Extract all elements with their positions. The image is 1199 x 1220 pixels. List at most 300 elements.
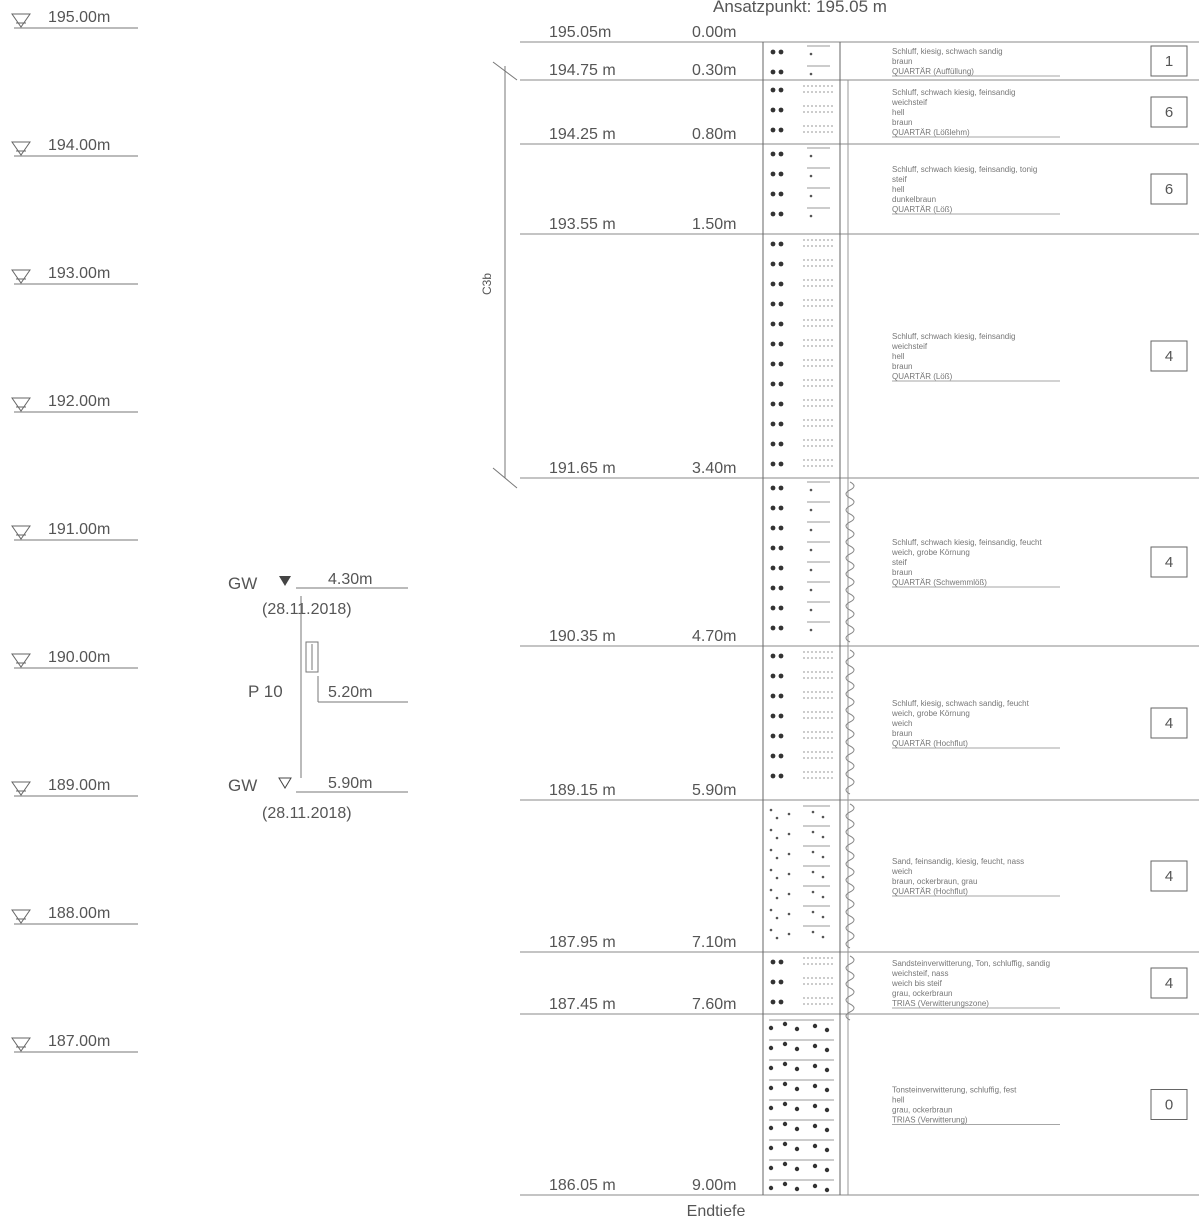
boundary [520,1177,1199,1195]
layer-description [892,46,1187,76]
wet-marker [846,650,854,794]
gravel-dot [779,302,784,307]
description-line: weichsteif [892,342,928,351]
gravel-dot [779,402,784,407]
layer-description [891,857,1187,896]
gravel-dot [771,774,776,779]
elevation-triangle-icon [12,782,30,795]
layer-pattern [771,482,854,642]
boundary [520,216,1199,234]
gravel-dot [771,714,776,719]
rock-dot [795,1067,799,1071]
fine-dot [810,549,813,552]
scale-label: 191.00m [48,521,111,538]
scale-mark [12,137,138,156]
description-line: weichsteif, nass [892,969,949,978]
gravel-dot [779,322,784,327]
fine-dot [810,609,813,612]
gravel-dot [771,362,776,367]
sand-dot [776,817,779,820]
gravel-dot [771,422,776,427]
sand-dot [770,889,773,892]
gravel-dot [779,566,784,571]
scale-mark [12,1033,138,1052]
sand-dot [822,816,825,819]
sand-dot [776,917,779,920]
gw2-depth: 5.90m [328,775,373,792]
scale-mark [12,777,138,796]
scale-mark [12,265,138,284]
fine-dot [810,509,813,512]
rock-dot [813,1024,817,1028]
gravel-dot [779,362,784,367]
description-line: Tonsteinverwitterung, schluffig, fest [892,1085,1017,1095]
gw-outline-triangle-icon [279,778,291,788]
gravel-dot [779,282,784,287]
fine-dot [810,73,813,76]
rock-dot [795,1167,799,1171]
rock-dot [825,1168,829,1172]
rock-dot [825,1188,829,1192]
gravel-dot [771,606,776,611]
gw-filled-triangle-icon [279,576,291,586]
sand-dot [788,873,791,876]
boundary-depth: 0.80m [692,126,737,143]
sand-dot [788,833,791,836]
rock-dot [795,1027,799,1031]
gravel-dot [771,462,776,467]
rock-dot [783,1162,787,1166]
gw1-date: (28.11.2018) [262,601,352,618]
description-line: Schluff, schwach kiesig, feinsandig, tonig [892,165,1038,174]
boundary-elevation: 194.25 m [549,126,616,143]
description-line: Schluff, kiesig, schwach sandig, feucht [892,699,1029,708]
description-line: TRIAS (Verwitterungszone) [892,999,989,1008]
gravel-dot [779,546,784,551]
boundary [520,996,1199,1014]
gravel-dot [771,754,776,759]
gravel-dot [779,586,784,591]
fine-dot [810,529,813,532]
layer-pattern [771,956,854,1020]
boundary [520,62,1199,80]
sand-dot [788,853,791,856]
description-line: braun [892,362,913,371]
gravel-dot [771,302,776,307]
sand-dot [770,909,773,912]
description-line: QUARTÄR (Lößlehm) [892,128,970,137]
boundary-elevation: 186.05 m [549,1177,616,1194]
rock-dot [783,1082,787,1086]
gravel-dot [779,526,784,531]
scale-label: 194.00m [48,137,111,154]
end-depth-label: Endtiefe [686,1203,746,1220]
rock-dot [795,1047,799,1051]
gravel-dot [779,242,784,247]
rock-dot [813,1164,817,1168]
rock-dot [813,1044,817,1048]
boundary-depth: 9.00m [692,1177,737,1194]
rock-dot [783,1042,787,1046]
gravel-dot [771,626,776,631]
fine-dot [810,53,813,56]
boundary-depth: 4.70m [692,628,737,645]
sand-dot [822,896,825,899]
gravel-dot [771,586,776,591]
boundary-elevation: 191.65 m [549,460,616,477]
gravel-dot [779,462,784,467]
gravel-dot [779,88,784,93]
elevation-scale [12,9,138,1052]
gravel-dot [779,50,784,55]
sand-dot [776,937,779,940]
description-line: Schluff, schwach kiesig, feinsandig [892,88,1016,97]
layer-pattern [771,650,854,794]
rock-dot [783,1102,787,1106]
rock-dot [783,1182,787,1186]
gravel-dot [771,70,776,75]
elevation-triangle-icon [12,14,30,27]
rock-dot [769,1106,773,1110]
description-line: hell [892,185,905,194]
boundary [520,24,1199,42]
rock-dot [769,1066,773,1070]
boundary-depth: 7.10m [692,934,737,951]
description-line: dunkelbraun [892,195,937,204]
gravel-dot [779,172,784,177]
scale-label: 195.00m [48,9,111,26]
boundary-elevation: 187.45 m [549,996,616,1013]
description-line: braun [892,729,913,738]
description-line: braun, ockerbraun, grau [892,877,978,886]
boundary-elevation: 189.15 m [549,782,616,799]
description-line: weich [892,719,913,728]
scale-label: 193.00m [48,265,111,282]
sand-dot [822,856,825,859]
gravel-dot [771,88,776,93]
rock-dot [825,1128,829,1132]
description-line: Schluff, schwach kiesig, feinsandig, feucht [892,538,1042,547]
gravel-dot [771,342,776,347]
boundary-depth: 0.30m [692,62,737,79]
sand-dot [812,931,815,934]
boundary-depth: 3.40m [692,460,737,477]
wet-marker [846,956,854,1020]
rock-dot [783,1022,787,1026]
rock-dot [769,1086,773,1090]
rock-dot [769,1146,773,1150]
sand-dot [788,933,791,936]
gravel-dot [779,754,784,759]
description-line: Sandsteinverwitterung, Ton, schluffig, sandig [892,959,1051,968]
gravel-dot [771,282,776,287]
description-line: TRIAS (Verwitterung) [892,1115,968,1125]
description-line: grau, ockerbraun [892,989,953,998]
gravel-dot [771,172,776,177]
gw2-label: GW [228,776,258,795]
soil-class-number: 4 [1164,554,1174,571]
gravel-dot [771,262,776,267]
soil-class-number: 6 [1164,104,1174,121]
rock-dot [813,1124,817,1128]
scale-label: 188.00m [48,905,111,922]
description-line: QUARTÄR (Schwemmlöß) [892,578,987,587]
gravel-dot [771,674,776,679]
rock-dot [769,1166,773,1170]
description-line: Sand, feinsandig, kiesig, feucht, nass [892,857,1025,866]
rock-dot [769,1126,773,1130]
fine-dot [810,629,813,632]
soil-class-number: 6 [1164,181,1174,198]
rock-dot [795,1187,799,1191]
layer-description [891,332,1187,381]
elevation-triangle-icon [12,270,30,283]
boundary-elevation: 187.95 m [549,934,616,951]
gravel-dot [779,674,784,679]
vertical-dimension [480,62,517,488]
scale-mark [12,393,138,412]
description-line: QUARTÄR (Löß) [892,372,953,381]
rock-dot [825,1028,829,1032]
gravel-dot [771,242,776,247]
soil-class-number: 0 [1164,1096,1174,1114]
fine-dot [810,589,813,592]
description-line: steif [892,175,907,184]
sand-dot [770,849,773,852]
gravel-dot [771,442,776,447]
sand-dot [822,836,825,839]
sand-dot [812,891,815,894]
scale-mark [12,649,138,668]
gravel-dot [779,422,784,427]
gravel-dot [771,128,776,133]
gravel-dot [779,960,784,965]
rock-dot [825,1048,829,1052]
gravel-dot [779,980,784,985]
scale-label: 187.00m [48,1033,111,1050]
gravel-dot [771,192,776,197]
description-line: QUARTÄR (Auffüllung) [892,67,974,76]
gravel-dot [771,546,776,551]
boundary [520,126,1199,144]
description-line: Schluff, kiesig, schwach sandig [892,47,1003,56]
description-line: QUARTÄR (Hochflut) [892,739,968,748]
gravel-dot [779,262,784,267]
fine-dot [810,569,813,572]
sand-dot [812,871,815,874]
layer-pattern [771,86,834,132]
rock-dot [813,1104,817,1108]
gw2-date: (28.11.2018) [262,805,352,822]
sand-dot [770,809,773,812]
gravel-dot [771,402,776,407]
boundary-elevation: 193.55 m [549,216,616,233]
boundary-elevation: 195.05m [549,24,612,41]
rock-dot [825,1068,829,1072]
gravel-dot [771,1000,776,1005]
rock-dot [769,1046,773,1050]
description-line: QUARTÄR (Löß) [892,205,953,214]
sand-dot [770,829,773,832]
rock-dot [795,1147,799,1151]
soil-class-number: 1 [1164,53,1174,70]
layer-description [892,1086,1187,1125]
layer-description [891,699,1187,748]
rock-dot [813,1084,817,1088]
gravel-dot [771,382,776,387]
rock-dot [783,1062,787,1066]
description-line: hell [892,352,905,361]
rock-dot [783,1122,787,1126]
scale-label: 189.00m [48,777,111,794]
elevation-triangle-icon [12,398,30,411]
layer-descriptions [891,46,1187,1125]
gravel-dot [779,192,784,197]
layer-description [891,959,1187,1008]
rock-dot [825,1088,829,1092]
elevation-triangle-icon [12,654,30,667]
gravel-dot [779,152,784,157]
sand-dot [776,877,779,880]
elevation-triangle-icon [12,910,30,923]
gravel-dot [771,734,776,739]
wet-marker [846,482,854,642]
sand-dot [788,913,791,916]
gravel-dot [779,714,784,719]
boundary-depth: 1.50m [692,216,737,233]
rock-dot [795,1087,799,1091]
rock-dot [813,1144,817,1148]
gw1-depth: 4.30m [328,571,373,588]
description-line: hell [892,108,905,117]
boundary-elevation: 194.75 m [549,62,616,79]
layer-pattern [769,1020,834,1192]
fine-dot [810,489,813,492]
gravel-dot [779,654,784,659]
description-line: Schluff, schwach kiesig, feinsandig [892,332,1016,341]
description-line: hell [892,1095,905,1105]
description-line: weichsteif [892,98,928,107]
sand-dot [822,936,825,939]
rock-dot [795,1107,799,1111]
description-line: braun [892,57,913,66]
soil-class-number: 4 [1164,348,1174,365]
soil-class-number: 4 [1164,975,1174,992]
gravel-dot [779,212,784,217]
gravel-dot [771,980,776,985]
sand-dot [770,869,773,872]
layer-pattern [771,46,830,75]
layer-description [892,165,1187,214]
gravel-dot [779,606,784,611]
rock-dot [825,1148,829,1152]
gravel-dot [779,694,784,699]
scale-mark [12,9,138,28]
gravel-dot [771,152,776,157]
gravel-dot [771,694,776,699]
fine-dot [810,195,813,198]
rock-dot [813,1064,817,1068]
sand-dot [812,831,815,834]
description-line: braun [892,118,913,127]
fine-dot [810,215,813,218]
gravel-dot [779,70,784,75]
wet-marker [846,804,854,948]
gravel-dot [779,128,784,133]
sand-dot [776,857,779,860]
sand-dot [822,876,825,879]
elevation-triangle-icon [12,526,30,539]
sand-dot [788,893,791,896]
sand-dot [812,811,815,814]
rock-dot [825,1108,829,1112]
description-line: weich, grobe Körnung [892,548,970,557]
boundary [520,460,1199,478]
fine-dot [810,155,813,158]
boundary-depth: 7.60m [692,996,737,1013]
boundary [520,782,1199,800]
description-line: weich bis steif [892,979,942,988]
sand-dot [788,813,791,816]
layer-pattern [771,240,834,466]
vertical-dimension-label: C3b [480,272,494,296]
layer-pattern [771,148,830,217]
gw1-label: GW [228,574,258,593]
gravel-dot [771,566,776,571]
layer-boundaries [520,24,1199,1195]
sand-dot [812,911,815,914]
elevation-triangle-icon [12,1038,30,1051]
boundary-depth: 5.90m [692,782,737,799]
sand-dot [812,851,815,854]
boundary [520,934,1199,952]
boundary [520,628,1199,646]
gravel-dot [771,108,776,113]
sand-dot [776,897,779,900]
scale-mark [12,905,138,924]
soil-class-number: 4 [1164,868,1174,885]
scale-label: 192.00m [48,393,111,410]
start-point-label: Ansatzpunkt: 195.05 m [713,0,887,16]
sand-dot [822,916,825,919]
gravel-dot [779,486,784,491]
gravel-dot [771,212,776,217]
scale-mark [12,521,138,540]
gravel-dot [771,486,776,491]
rock-dot [769,1026,773,1030]
rock-dot [769,1186,773,1190]
gravel-dot [779,382,784,387]
rock-dot [795,1127,799,1131]
gravel-dot [779,626,784,631]
description-line: weich, grobe Körnung [892,709,970,718]
description-line: QUARTÄR (Hochflut) [892,887,968,896]
gravel-dot [779,734,784,739]
gravel-dot [771,506,776,511]
layer-description [891,88,1187,137]
layer-description [891,538,1187,587]
gravel-dot [779,342,784,347]
sand-dot [770,929,773,932]
gravel-dot [771,322,776,327]
boundary-elevation: 190.35 m [549,628,616,645]
boundary-depth: 0.00m [692,24,737,41]
description-line: grau, ockerbraun [892,1105,953,1115]
description-line: steif [892,558,907,567]
groundwater-panel [228,571,408,822]
description-line: weich [892,867,913,876]
soil-class-number: 4 [1164,715,1174,732]
